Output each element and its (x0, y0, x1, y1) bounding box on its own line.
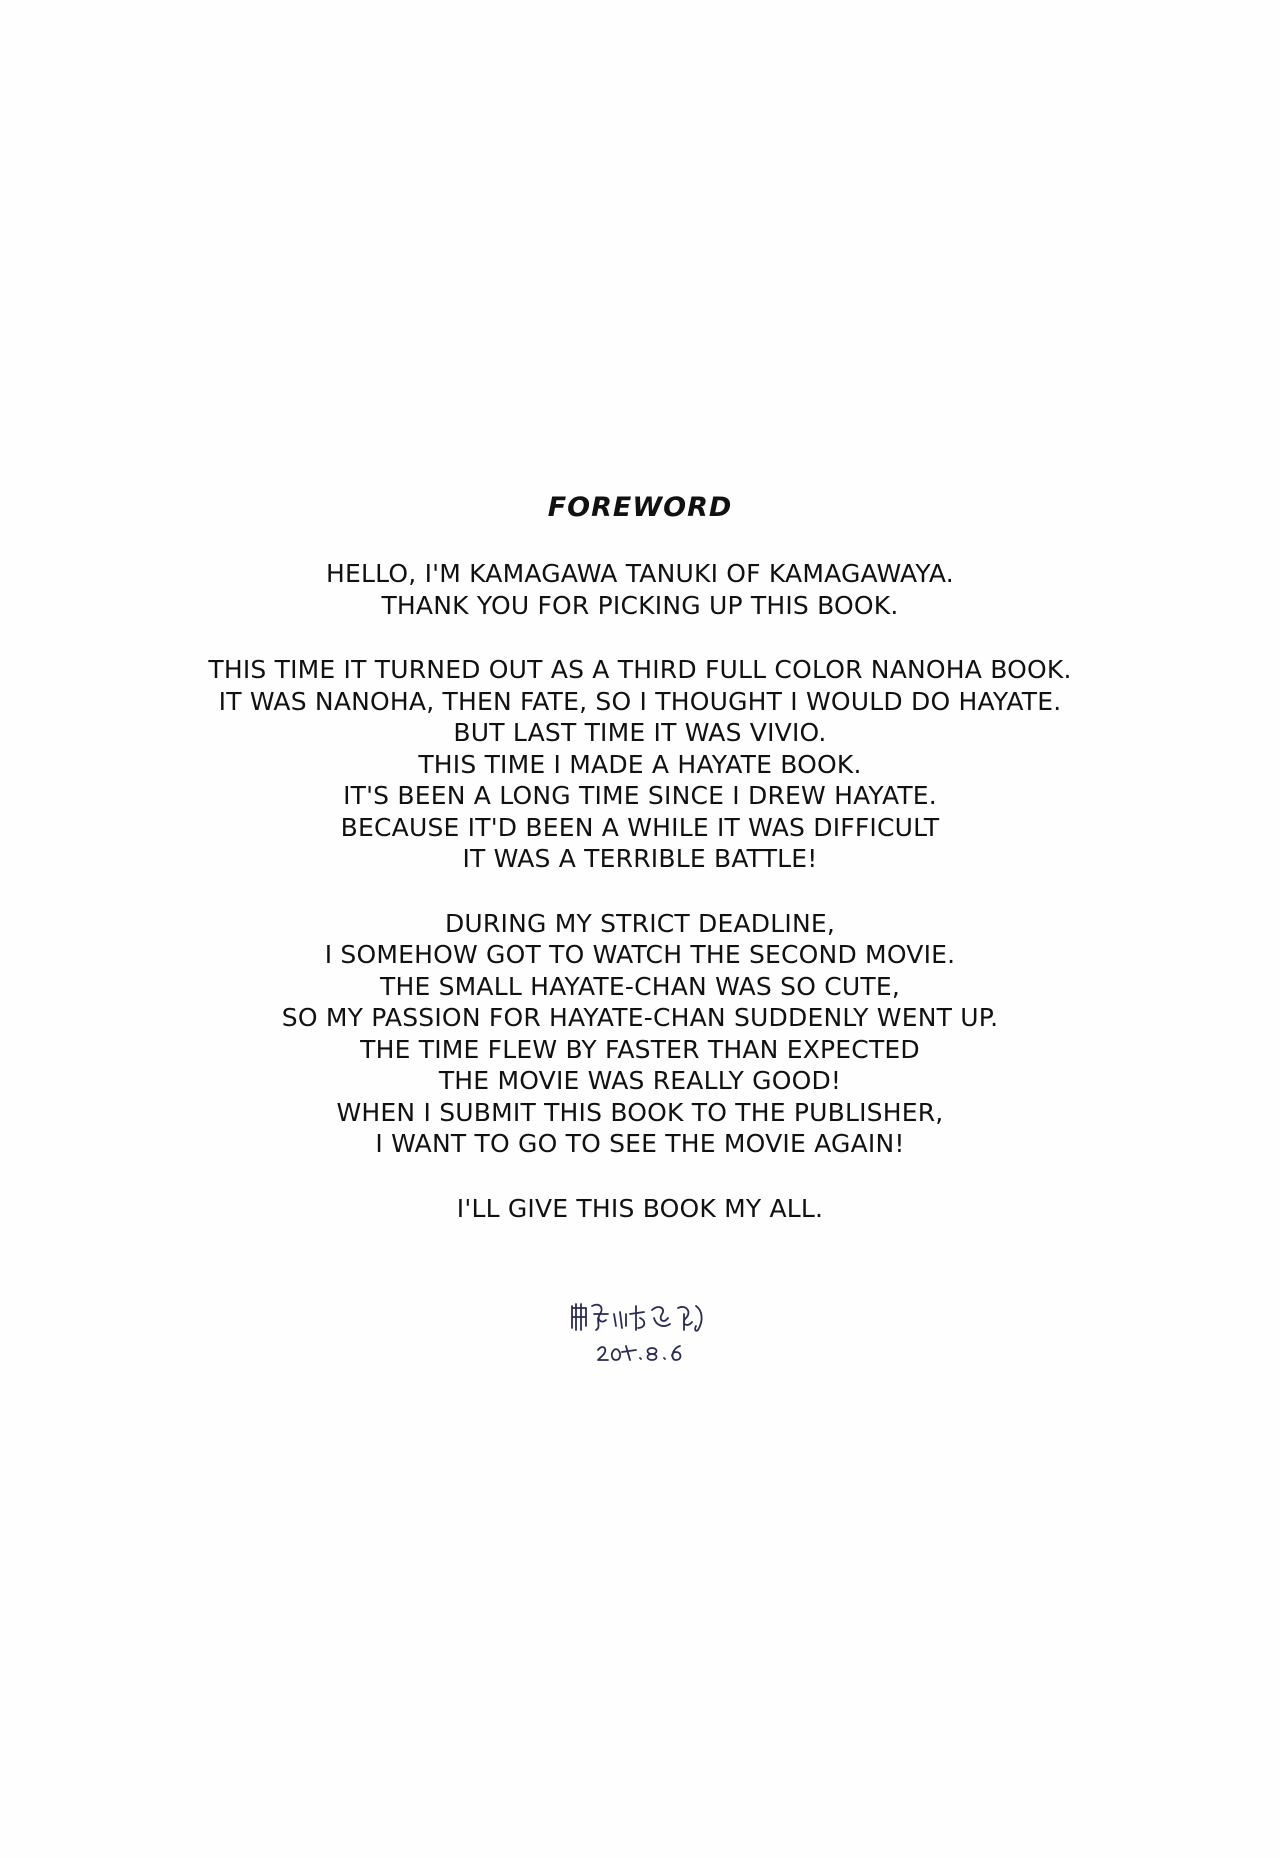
text-line: IT WAS A TERRIBLE BATTLE! (462, 844, 818, 873)
paragraph-movie (0, 908, 1280, 1160)
handwritten-signature (560, 1284, 720, 1374)
paragraph-closing (0, 1193, 1280, 1225)
text-line: THIS TIME I MADE A HAYATE BOOK. (418, 749, 862, 779)
text-line: I SOMEHOW GOT TO WATCH THE SECOND MOVIE. (324, 940, 956, 969)
text-line: THANK YOU FOR PICKING UP THIS BOOK. (381, 590, 899, 620)
text-line: WHEN I SUBMIT THIS BOOK TO THE PUBLISHER, (336, 1097, 944, 1127)
text-line: SO MY PASSION FOR HAYATE-CHAN SUDDENLY WENT UP. (281, 1003, 999, 1032)
paragraph-book-story (0, 654, 1280, 875)
text-line: THIS TIME IT TURNED OUT AS A THIRD FULL COLOR NANOHA BOOK. (208, 655, 1072, 684)
text-line: THE SMALL HAYATE-CHAN WAS SO CUTE, (379, 971, 901, 1001)
text-line: BECAUSE IT'D BEEN A WHILE IT WAS DIFFICULT (340, 812, 940, 842)
text-line: THE TIME FLEW BY FASTER THAN EXPECTED (360, 1034, 920, 1064)
paragraph-greeting (0, 558, 1280, 621)
text-line: I WANT TO GO TO SEE THE MOVIE AGAIN! (375, 1129, 905, 1158)
text-line: I'LL GIVE THIS BOOK MY ALL. (456, 1193, 824, 1223)
text-line: HELLO, I'M KAMAGAWA TANUKI OF KAMAGAWAYA. (326, 559, 954, 588)
text-line: IT'S BEEN A LONG TIME SINCE I DREW HAYATE. (343, 781, 937, 810)
foreword-title: FOREWORD (547, 492, 733, 523)
foreword-section (0, 488, 1280, 1257)
text-line: DURING MY STRICT DEADLINE, (444, 908, 835, 938)
text-line: BUT LAST TIME IT WAS VIVIO. (453, 718, 827, 747)
text-line: IT WAS NANOHA, THEN FATE, SO I THOUGHT I WOULD DO HAYATE. (218, 686, 1062, 716)
text-line: THE MOVIE WAS REALLY GOOD! (438, 1066, 842, 1095)
